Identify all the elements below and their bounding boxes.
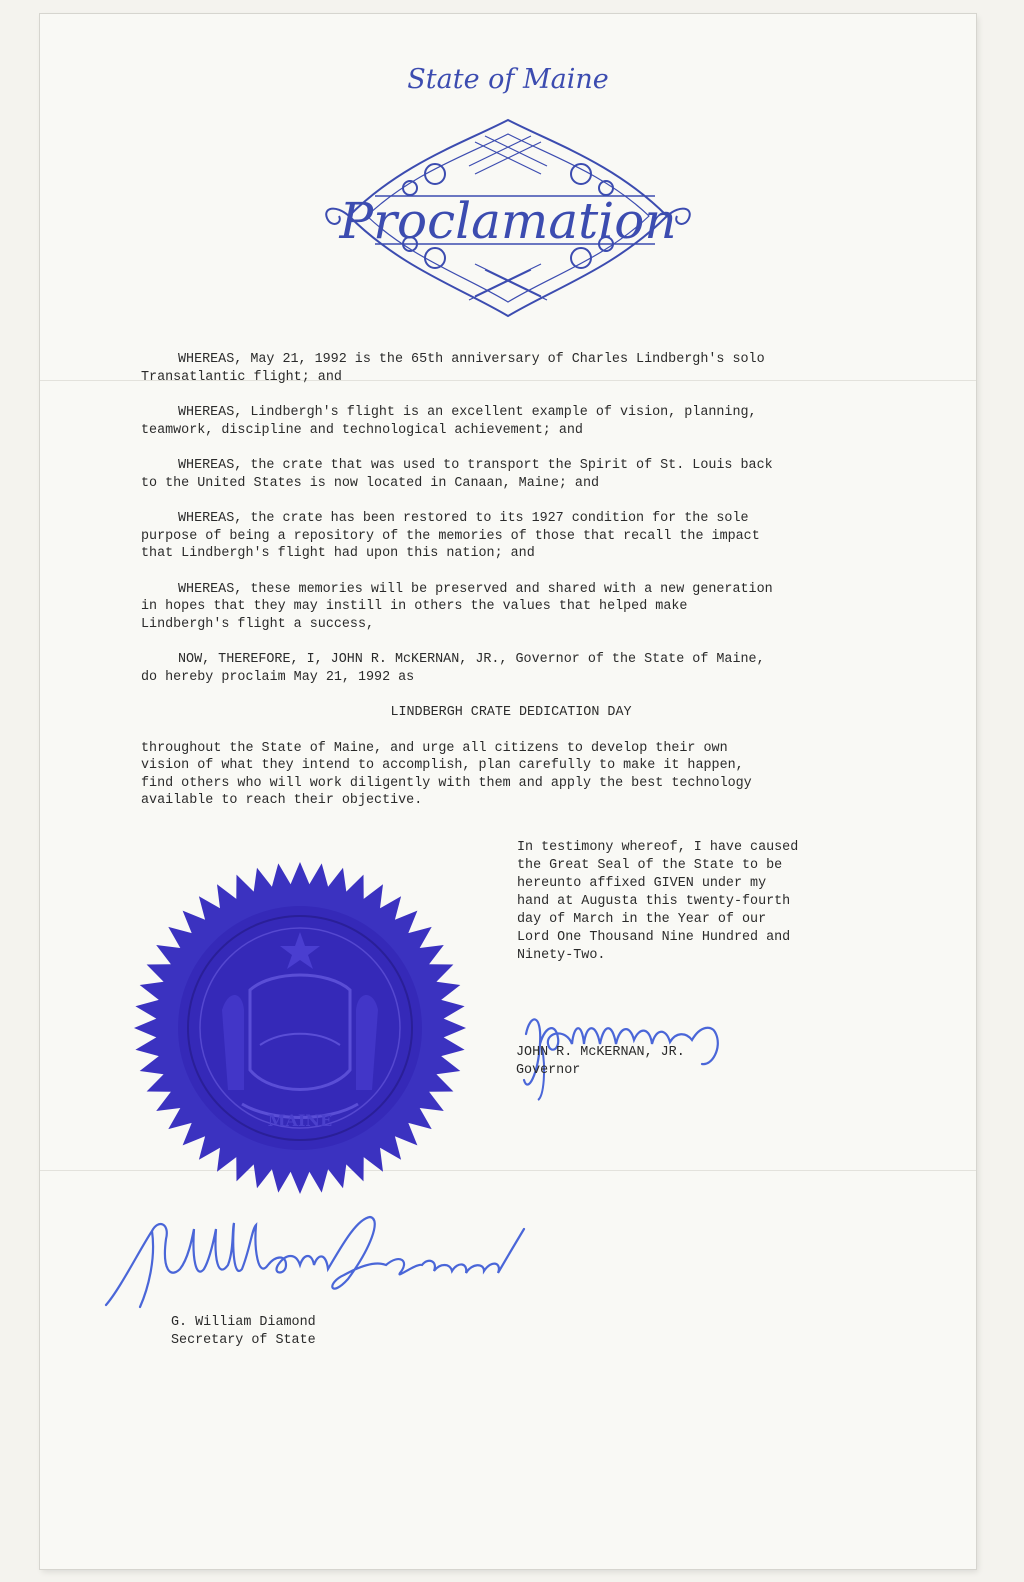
whereas-paragraph: WHEREAS, the crate that was used to transport the Spirit of St. Louis back to the United States is now located in Canaan, Maine; and: [141, 458, 773, 491]
secretary-name: G. William Diamond: [171, 1315, 316, 1330]
governor-title: Governor: [516, 1063, 581, 1078]
secretary-signature-icon: [100, 1209, 540, 1329]
whereas-paragraph: WHEREAS, these memories will be preserved and shared with a new generation in hopes that they may instill in others the values that helped make Lindbergh's flight a success,: [141, 581, 773, 632]
therefore-paragraph: NOW, THEREFORE, I, JOHN R. McKERNAN, JR., Governor of the State of Maine, do hereby proclaim May 21, 1992 as: [141, 652, 765, 685]
state-title: State of Maine: [407, 64, 609, 95]
proclamation-document: [40, 14, 976, 1569]
governor-name: JOHN R. McKERNAN, JR.: [516, 1045, 685, 1060]
great-seal-icon: [132, 860, 468, 1196]
proclamation-ornament-icon: [315, 104, 701, 334]
whereas-paragraph: WHEREAS, Lindbergh's flight is an excellent example of vision, planning, teamwork, discipline and technological achievement; and: [141, 405, 757, 438]
secretary-title: Secretary of State: [171, 1333, 316, 1348]
proclamation-title: Proclamation: [339, 192, 677, 250]
proclaimed-day: LINDBERGH CRATE DEDICATION DAY: [390, 705, 632, 720]
whereas-paragraph: WHEREAS, May 21, 1992 is the 65th anniversary of Charles Lindbergh's solo Transatlantic flight; and: [141, 352, 765, 385]
secretary-block: [171, 1314, 471, 1350]
whereas-paragraph: WHEREAS, the crate has been restored to its 1927 condition for the sole purpose of being a repository of the memories of those that recall the impact that Lindbergh's flight had upon this nation; and: [141, 511, 760, 561]
governor-block: [516, 1044, 776, 1080]
proclamation-body: [141, 351, 881, 828]
seal-lettering: MAINE: [267, 1111, 333, 1130]
testimony-text: In testimony whereof, I have caused the Great Seal of the State to be hereunto affixed GIVEN under my hand at Augusta this twenty-fourth day of March in the Year of our Lord One Thousand Nine Hundred and Ninety-Two.: [517, 840, 799, 963]
closing-paragraph: throughout the State of Maine, and urge all citizens to develop their own vision of what they intend to accomplish, plan carefully to make it happen, find others who will work diligently with them and apply the best technology available to reach their objective.: [141, 740, 752, 808]
